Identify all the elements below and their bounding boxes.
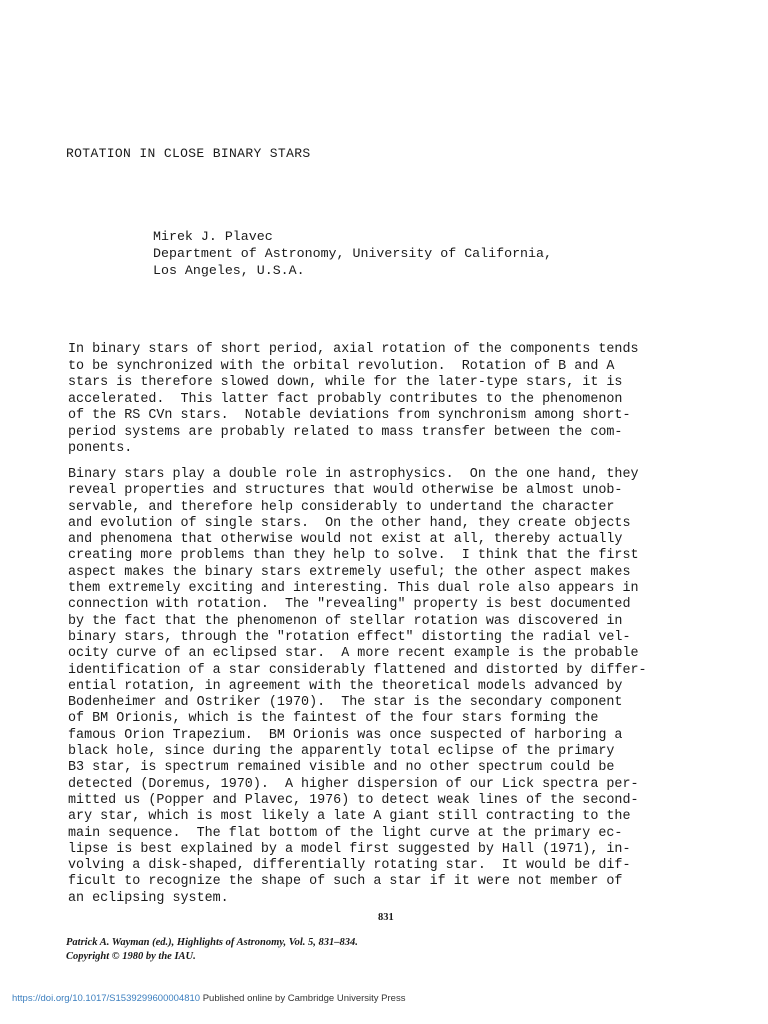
body-line: binary stars, through the "rotation effect" distorting the radial vel-	[68, 629, 631, 645]
body-line: famous Orion Trapezium. BM Orionis was once suspected of harboring a	[68, 727, 623, 743]
abstract-line: accelerated. This latter fact probably contributes to the phenomenon	[68, 391, 623, 407]
body-line: them extremely exciting and interesting. This dual role also appears in	[68, 581, 639, 597]
body-line: creating more problems than they help to solve. I think that the first	[68, 548, 639, 564]
footer	[12, 993, 405, 1004]
body-line: detected (Doremus, 1970). A higher dispersion of our Lick spectra per-	[68, 776, 639, 792]
abstract-line: to be synchronized with the orbital revolution. Rotation of B and A	[68, 358, 615, 374]
body-line: ential rotation, in agreement with the theoretical models advanced by	[68, 678, 623, 694]
author-affiliation-line-1: Department of Astronomy, University of California,	[153, 246, 552, 261]
body-line: Binary stars play a double role in astrophysics. On the one hand, they	[68, 467, 639, 482]
body-line: identification of a star considerably flattened and distorted by differ-	[68, 662, 647, 678]
body-line: of BM Orionis, which is the faintest of the four stars forming the	[68, 711, 599, 727]
abstract-line: of the RS CVn stars. Notable deviations from synchronism among short-	[68, 408, 631, 423]
body-line: B3 star, is spectrum remained visible and no other spectrum could be	[68, 760, 615, 776]
abstract-line: stars is therefore slowed down, while for the later-type stars, it is	[68, 375, 623, 390]
author-name: Mirek J. Plavec	[153, 229, 273, 244]
author-affiliation-line-2: Los Angeles, U.S.A.	[153, 263, 305, 278]
body-line: black hole, since during the apparently total eclipse of the primary	[68, 744, 615, 760]
abstract-line: period systems are probably related to mass transfer between the com-	[68, 424, 623, 440]
citation-line-2: Copyright © 1980 by the IAU.	[66, 950, 196, 962]
abstract	[68, 342, 639, 458]
body-line: and phenomena that otherwise would not exist at all, thereby actually	[68, 532, 623, 548]
body-line: lipse is best explained by a model first suggested by Hall (1971), in-	[68, 841, 631, 857]
body-line: and evolution of single stars. On the other hand, they create objects	[68, 515, 631, 531]
paper-title: ROTATION IN CLOSE BINARY STARS	[66, 146, 311, 161]
page-number: 831	[378, 912, 394, 923]
doi-link[interactable]: https://doi.org/10.1017/S1539299600004810	[12, 993, 201, 1004]
body-line: Bodenheimer and Ostriker (1970). The star is the secondary component	[68, 695, 623, 711]
body-line: reveal properties and structures that would otherwise be almost unob-	[68, 483, 623, 499]
body-line: ary star, which is most likely a late A giant still contracting to the	[68, 809, 631, 825]
body-line: volving a disk-shaped, differentially rotating star. It would be dif-	[68, 858, 631, 874]
author-block	[153, 228, 552, 279]
body-line: main sequence. The flat bottom of the light curve at the primary ec-	[68, 825, 623, 841]
body-line: ficult to recognize the shape of such a star if it were not member of	[68, 874, 623, 890]
body-line: ocity curve of an eclipsed star. A more recent example is the probable	[68, 646, 639, 662]
citation-line-1: Patrick A. Wayman (ed.), Highlights of Astronomy, Vol. 5, 831–834.	[66, 937, 358, 948]
abstract-line: ponents.	[68, 441, 133, 456]
body-line: servable, and therefore help considerably to undertand the character	[68, 499, 615, 515]
body-paragraph	[68, 467, 647, 907]
body-line: mitted us (Popper and Plavec, 1976) to detect weak lines of the second-	[68, 792, 639, 808]
body-line: aspect makes the binary stars extremely useful; the other aspect makes	[68, 564, 631, 580]
citation	[66, 936, 358, 963]
body-line: an eclipsing system.	[68, 890, 229, 906]
body-line: by the fact that the phenomenon of stellar rotation was discovered in	[68, 613, 623, 629]
publisher-text: Published online by Cambridge University Press	[200, 993, 406, 1004]
abstract-line: In binary stars of short period, axial rotation of the components tends	[68, 342, 639, 357]
body-line: connection with rotation. The "revealing" property is best documented	[68, 597, 631, 613]
